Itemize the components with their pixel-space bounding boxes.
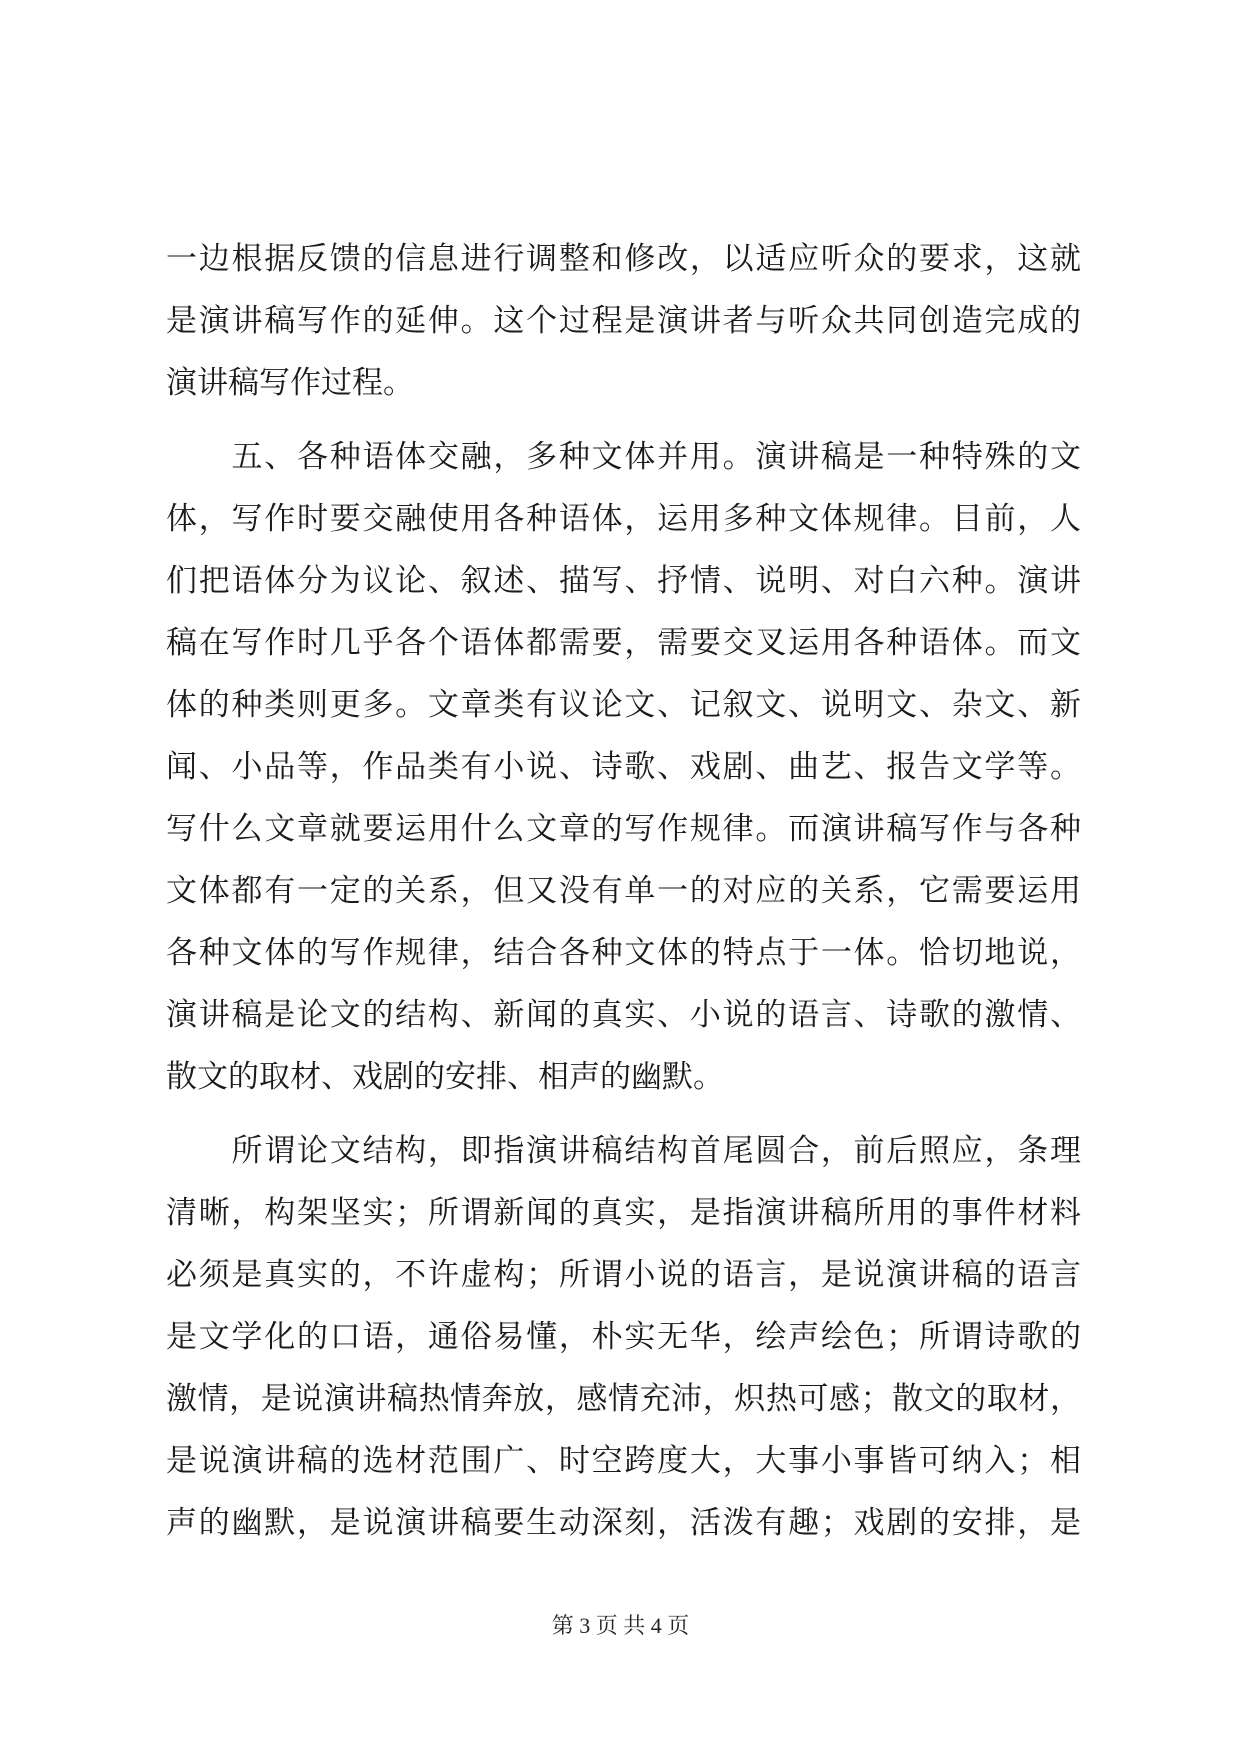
text-line: 五、各种语体交融，多种文体并用。演讲稿是一种特殊的文 bbox=[166, 439, 1081, 475]
text-line: 演讲稿写作过程。 bbox=[166, 365, 414, 401]
text-line: 激情，是说演讲稿热情奔放，感情充沛，炽热可感；散文的取材， bbox=[166, 1381, 1081, 1417]
text-line: 散文的取材、戏剧的安排、相声的幽默。 bbox=[166, 1059, 724, 1095]
text-line: 演讲稿是论文的结构、新闻的真实、小说的语言、诗歌的激情、 bbox=[166, 997, 1081, 1033]
paragraph-2 bbox=[166, 426, 1081, 1108]
text-line: 是说演讲稿的选材范围广、时空跨度大，大事小事皆可纳入；相 bbox=[166, 1443, 1081, 1479]
text-line: 们把语体分为议论、叙述、描写、抒情、说明、对白六种。演讲 bbox=[166, 563, 1081, 599]
text-line: 声的幽默，是说演讲稿要生动深刻，活泼有趣；戏剧的安排，是 bbox=[166, 1505, 1081, 1541]
text-line: 文体都有一定的关系，但又没有单一的对应的关系，它需要运用 bbox=[166, 873, 1081, 909]
text-line: 清晰，构架坚实；所谓新闻的真实，是指演讲稿所用的事件材料 bbox=[166, 1195, 1081, 1231]
text-line: 是文学化的口语，通俗易懂，朴实无华，绘声绘色；所谓诗歌的 bbox=[166, 1319, 1081, 1355]
paragraph-3 bbox=[166, 1120, 1081, 1554]
body-text bbox=[166, 228, 1081, 1554]
paragraph-spacer bbox=[166, 1108, 1081, 1120]
text-line: 稿在写作时几乎各个语体都需要，需要交叉运用各种语体。而文 bbox=[166, 625, 1081, 661]
text-line: 体的种类则更多。文章类有议论文、记叙文、说明文、杂文、新 bbox=[166, 687, 1081, 723]
paragraph-1 bbox=[166, 228, 1081, 414]
text-line: 闻、小品等，作品类有小说、诗歌、戏剧、曲艺、报告文学等。 bbox=[166, 749, 1081, 785]
text-line: 各种文体的写作规律，结合各种文体的特点于一体。恰切地说， bbox=[166, 935, 1081, 971]
page-number-footer: 第 3 页 共 4 页 bbox=[551, 1613, 690, 1638]
text-line: 是演讲稿写作的延伸。这个过程是演讲者与听众共同创造完成的 bbox=[166, 303, 1081, 339]
text-line: 所谓论文结构，即指演讲稿结构首尾圆合，前后照应，条理 bbox=[166, 1133, 1081, 1169]
text-line: 写什么文章就要运用什么文章的写作规律。而演讲稿写作与各种 bbox=[166, 811, 1081, 847]
paragraph-spacer bbox=[166, 414, 1081, 426]
text-line: 一边根据反馈的信息进行调整和修改，以适应听众的要求，这就 bbox=[166, 241, 1081, 277]
text-line: 体，写作时要交融使用各种语体，运用多种文体规律。目前，人 bbox=[166, 501, 1081, 537]
text-line: 必须是真实的，不许虚构；所谓小说的语言，是说演讲稿的语言 bbox=[166, 1257, 1081, 1293]
